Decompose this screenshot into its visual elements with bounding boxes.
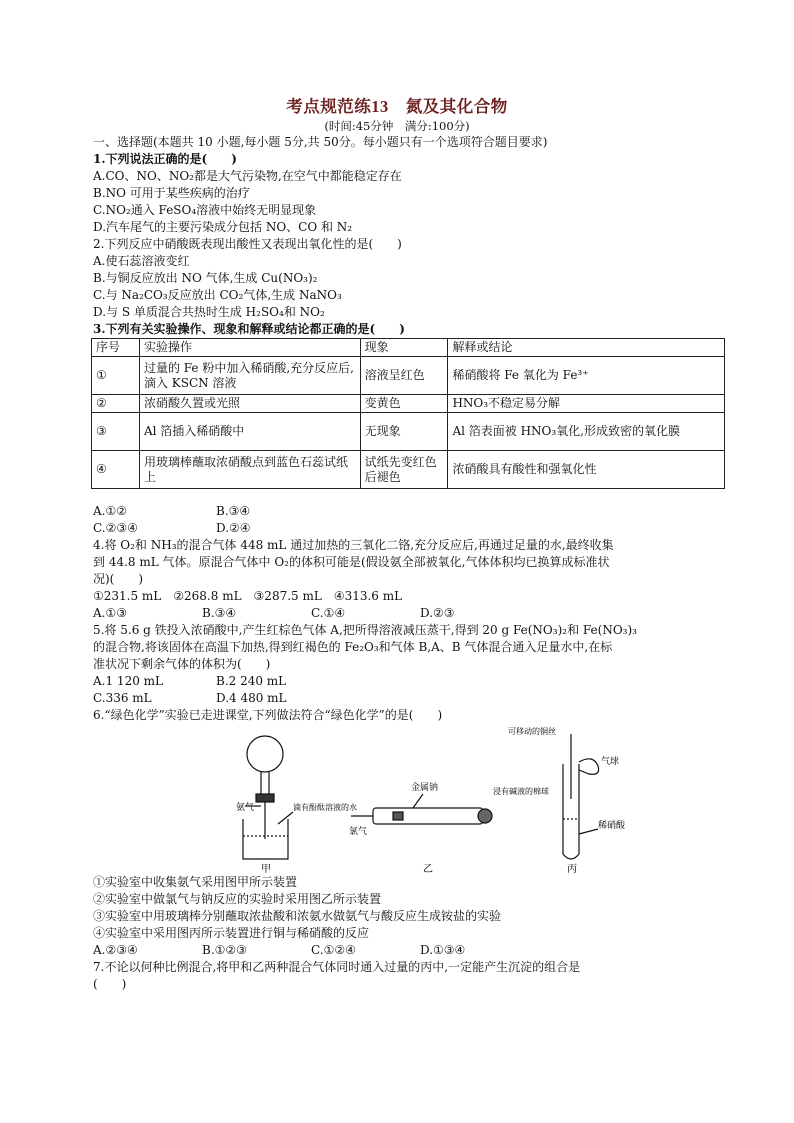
phenolphthalein-water-label: 滴有酚酞溶液的水 bbox=[293, 803, 357, 812]
table-cell: 溶液呈红色 bbox=[360, 357, 448, 395]
question-5-option-d: D.4 480 mL bbox=[216, 691, 287, 705]
question-4-stem-cont: 况)( ) bbox=[93, 572, 144, 586]
table-header-cell: 实验操作 bbox=[139, 339, 360, 357]
question-3-option-c: C.②③④ bbox=[93, 521, 138, 535]
question-4-stem-cont: 到 44.8 mL 气体。原混合气体中 O₂的体积可能是(假设氨全部被氧化,气体体积均已换算成标准状 bbox=[93, 555, 610, 569]
table-cell: 变黄色 bbox=[360, 395, 448, 413]
table-cell: ③ bbox=[92, 413, 140, 451]
reaction-tube bbox=[373, 808, 483, 824]
table-header-cell: 现象 bbox=[360, 339, 448, 357]
question-1-stem: 1.下列说法正确的是( ) bbox=[93, 152, 237, 166]
table-header-cell: 解释或结论 bbox=[448, 339, 725, 357]
question-4-option-d: D.②③ bbox=[420, 606, 455, 620]
question-3-options-row-1 bbox=[93, 503, 701, 520]
balloon-shape bbox=[579, 759, 599, 775]
question-5-option-b: B.2 240 mL bbox=[216, 674, 287, 688]
sodium-label: 金属钠 bbox=[411, 783, 439, 793]
table-cell: ① bbox=[92, 357, 140, 395]
table-row bbox=[92, 451, 725, 489]
table-cell: 浓硝酸久置或光照 bbox=[139, 395, 360, 413]
table-cell: 试纸先变红色后褪色 bbox=[360, 451, 448, 489]
apparatus-figure bbox=[93, 724, 701, 874]
table-header-row bbox=[92, 339, 725, 357]
question-5-stem-cont: 的混合物,将该固体在高温下加热,得到红褐色的 Fe₂O₃和气体 B,A、B 气体混合通入足量水中,在标 bbox=[93, 640, 613, 654]
table-cell: ④ bbox=[92, 451, 140, 489]
question-4-stem: 4.将 O₂和 NH₃的混合气体 448 mL 通过加热的三氧化二铬,充分反应后,再通过足量的水,最终收集 bbox=[93, 538, 614, 552]
page-title: 考点规范练13 氮及其化合物 bbox=[286, 97, 508, 116]
question-5-option-c: C.336 mL bbox=[93, 691, 152, 705]
table-row bbox=[92, 357, 725, 395]
table-cell: Al 箔表面被 HNO₃氧化,形成致密的氧化膜 bbox=[448, 413, 725, 451]
question-6-option-c: C.①②④ bbox=[311, 943, 356, 957]
question-2-option-d: D.与 S 单质混合共热时生成 H₂SO₄和 NO₂ bbox=[93, 305, 325, 319]
question-4-options bbox=[93, 605, 701, 622]
figure-bing-label: 丙 bbox=[567, 864, 577, 874]
question-4-option-c: C.①④ bbox=[311, 606, 346, 620]
question-4-option-b: B.③④ bbox=[202, 606, 237, 620]
question-2-option-a: A.使石蕊溶液变红 bbox=[93, 254, 190, 268]
question-6-options bbox=[93, 942, 701, 959]
question-2-stem: 2.下列反应中硝酸既表现出酸性又表现出氧化性的是( ) bbox=[93, 237, 402, 251]
table-cell: ② bbox=[92, 395, 140, 413]
question-7-stem-cont: ( ) bbox=[93, 977, 127, 991]
question-1-option-d: D.汽车尾气的主要污染成分包括 NO、CO 和 N₂ bbox=[93, 220, 353, 234]
sodium-piece bbox=[393, 812, 403, 820]
dilute-nitric-label: 稀硝酸 bbox=[598, 821, 626, 831]
question-6-statement-2: ②实验室中做氯气与钠反应的实验时采用图乙所示装置 bbox=[93, 892, 382, 906]
cotton-ball bbox=[478, 809, 492, 823]
question-1-option-b: B.NO 可用于某些疾病的治疗 bbox=[93, 186, 250, 200]
chlorine-label: 氯气 bbox=[349, 827, 368, 837]
section-heading: 一、选择题(本题共 10 小题,每小题 5分,共 50分。每小题只有一个选项符合题目要求) bbox=[93, 135, 548, 149]
label-leader bbox=[579, 829, 598, 834]
question-4-option-a: A.①③ bbox=[93, 606, 127, 620]
table-header-cell: 序号 bbox=[92, 339, 140, 357]
question-5-options-row-1 bbox=[93, 673, 701, 690]
table-cell: HNO₃不稳定易分解 bbox=[448, 395, 725, 413]
table-cell: 稀硝酸将 Fe 氧化为 Fe³⁺ bbox=[448, 357, 725, 395]
question-5-stem-cont: 准状况下剩余气体的体积为( ) bbox=[93, 657, 271, 671]
question-3-stem: 3.下列有关实验操作、现象和解释或结论都正确的是( ) bbox=[93, 322, 405, 336]
figure-yi-label: 乙 bbox=[423, 864, 433, 874]
question-6-statement-4: ④实验室中采用图丙所示装置进行铜与稀硝酸的反应 bbox=[93, 926, 370, 940]
question-6-stem: 6.“绿色化学”实验已走进课堂,下列做法符合“绿色化学”的是( ) bbox=[93, 708, 443, 722]
question-3-option-a: A.①② bbox=[93, 504, 127, 518]
time-score-info: (时间:45分钟 满分:100分) bbox=[324, 119, 470, 133]
question-6-option-a: A.②③④ bbox=[93, 943, 138, 957]
movable-copper-label: 可移动的铜丝 bbox=[508, 727, 556, 736]
question-1-option-c: C.NO₂通入 FeSO₄溶液中始终无明显现象 bbox=[93, 203, 317, 217]
question-5-options-row-2 bbox=[93, 690, 701, 707]
question-6-statement-1: ①实验室中收集氨气采用图甲所示装置 bbox=[93, 875, 298, 889]
ammonia-label: 氨气 bbox=[236, 803, 255, 813]
alkali-cotton-label: 浸有碱液的棉球 bbox=[493, 787, 549, 796]
question-7-stem: 7.不论以何种比例混合,将甲和乙两种混合气体同时通入过量的丙中,一定能产生沉淀的组合是 bbox=[93, 960, 581, 974]
label-leader bbox=[278, 812, 293, 824]
question-3-options-row-2 bbox=[93, 520, 701, 537]
table-row bbox=[92, 395, 725, 413]
question-3-option-b: B.③④ bbox=[216, 504, 251, 518]
apparatus-diagram bbox=[93, 724, 701, 874]
stopper-shape bbox=[256, 794, 274, 802]
question-2-option-c: C.与 Na₂CO₃反应放出 CO₂气体,生成 NaNO₃ bbox=[93, 288, 342, 302]
question-6-option-d: D.①③④ bbox=[420, 943, 466, 957]
question-5-stem: 5.将 5.6 g 铁投入浓硝酸中,产生红棕色气体 A,把所得溶液减压蒸干,得到 20 g Fe(NO₃)₂和 Fe(NO₃)₃ bbox=[93, 623, 637, 637]
question-5-option-a: A.1 120 mL bbox=[93, 674, 163, 688]
label-leader bbox=[413, 794, 423, 808]
question-6-statement-3: ③实验室中用玻璃棒分别蘸取浓盐酸和浓氨水做氨气与酸反应生成铵盐的实验 bbox=[93, 909, 502, 923]
balloon-label: 气球 bbox=[601, 757, 620, 767]
experiment-table bbox=[91, 338, 725, 489]
figure-jia-label: 甲 bbox=[261, 864, 271, 874]
flask-shape bbox=[247, 736, 283, 772]
question-3-option-d: D.②④ bbox=[216, 521, 251, 535]
table-row bbox=[92, 413, 725, 451]
table-cell: 过量的 Fe 粉中加入稀硝酸,充分反应后,滴入 KSCN 溶液 bbox=[139, 357, 360, 395]
table-cell: 无现象 bbox=[360, 413, 448, 451]
question-4-choices: ①231.5 mL ②268.8 mL ③287.5 mL ④313.6 mL bbox=[93, 589, 403, 603]
table-cell: 浓硝酸具有酸性和强氧化性 bbox=[448, 451, 725, 489]
worksheet-page bbox=[93, 96, 701, 993]
question-2-option-b: B.与铜反应放出 NO 气体,生成 Cu(NO₃)₂ bbox=[93, 271, 318, 285]
question-6-option-b: B.①②③ bbox=[202, 943, 247, 957]
question-1-option-a: A.CO、NO、NO₂都是大气污染物,在空气中都能稳定存在 bbox=[93, 169, 402, 183]
table-cell: Al 箔插入稀硝酸中 bbox=[139, 413, 360, 451]
table-cell: 用玻璃棒蘸取浓硝酸点到蓝色石蕊试纸上 bbox=[139, 451, 360, 489]
